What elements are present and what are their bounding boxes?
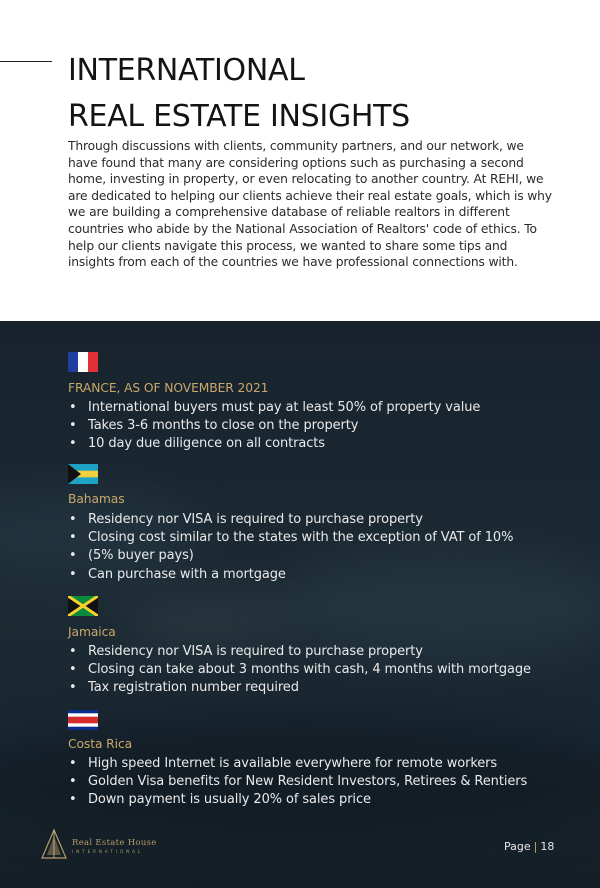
house-logo-icon xyxy=(40,828,68,860)
section-title-jamaica: Jamaica xyxy=(68,625,116,639)
list-item: • Residency nor VISA is required to purchase property xyxy=(68,511,568,529)
jamaica-bullet-list xyxy=(68,643,568,698)
list-item: • Takes 3-6 months to close on the property xyxy=(68,417,568,435)
jamaica-flag-icon xyxy=(68,596,98,616)
company-logo xyxy=(38,828,178,862)
france-bullet-list xyxy=(68,399,568,454)
bahamas-flag-icon xyxy=(68,464,98,484)
list-item: • Down payment is usually 20% of sales price xyxy=(68,791,568,809)
title-line-1: INTERNATIONAL xyxy=(68,53,305,88)
list-item: • Residency nor VISA is required to purchase property xyxy=(68,643,568,661)
section-title-france: FRANCE, AS OF NOVEMBER 2021 xyxy=(68,381,269,395)
list-item: • 10 day due diligence on all contracts xyxy=(68,435,568,453)
list-item: • Closing cost similar to the states with the exception of VAT of 10% xyxy=(68,529,568,547)
page-number xyxy=(504,840,554,853)
list-item xyxy=(68,547,568,565)
title-line-2: REAL ESTATE INSIGHTS xyxy=(68,99,410,134)
costa-rica-flag-icon xyxy=(68,710,98,730)
page-title xyxy=(68,48,548,140)
section-title-costa-rica: Costa Rica xyxy=(68,737,133,751)
section-title-bahamas: Bahamas xyxy=(68,492,125,506)
france-flag-icon xyxy=(68,352,98,372)
logo-subtitle: INTERNATIONAL xyxy=(72,849,144,854)
intro-paragraph: Through discussions with clients, community partners, and our network, we have found that many are considering options such as purchasing a second home, investing in property, or even relocating to another country. At REHI, we are dedicated to helping our clients achieve their real estate goals, which is why we are building a comprehensive database of reliable realtors in different countries who abide by the National Association of Realtors' code of ethics. To help our clients navigate this process, we wanted to share some tips and insights from each of the countries we have professional connections with. xyxy=(68,139,552,270)
list-item: • International buyers must pay at least 50% of property value xyxy=(68,399,568,417)
bahamas-bullet-list xyxy=(68,511,568,584)
page-separator: | xyxy=(533,840,538,853)
list-item: • Can purchase with a mortgage xyxy=(68,566,568,584)
list-item-continuation: (5% buyer pays) xyxy=(88,548,194,564)
page-label: Page xyxy=(504,840,531,853)
list-item: • Tax registration number required xyxy=(68,679,568,697)
list-item: • Closing can take about 3 months with cash, 4 months with mortgage xyxy=(68,661,568,679)
list-item: • Golden Visa benefits for New Resident Investors, Retirees & Rentiers xyxy=(68,773,568,791)
list-item: • High speed Internet is available everywhere for remote workers xyxy=(68,755,568,773)
page-number-value: 18 xyxy=(540,840,555,853)
header-rule xyxy=(0,61,52,62)
background-blur xyxy=(120,591,300,651)
costa-rica-bullet-list xyxy=(68,755,568,810)
logo-wordmark: Real Estate House xyxy=(72,838,157,848)
